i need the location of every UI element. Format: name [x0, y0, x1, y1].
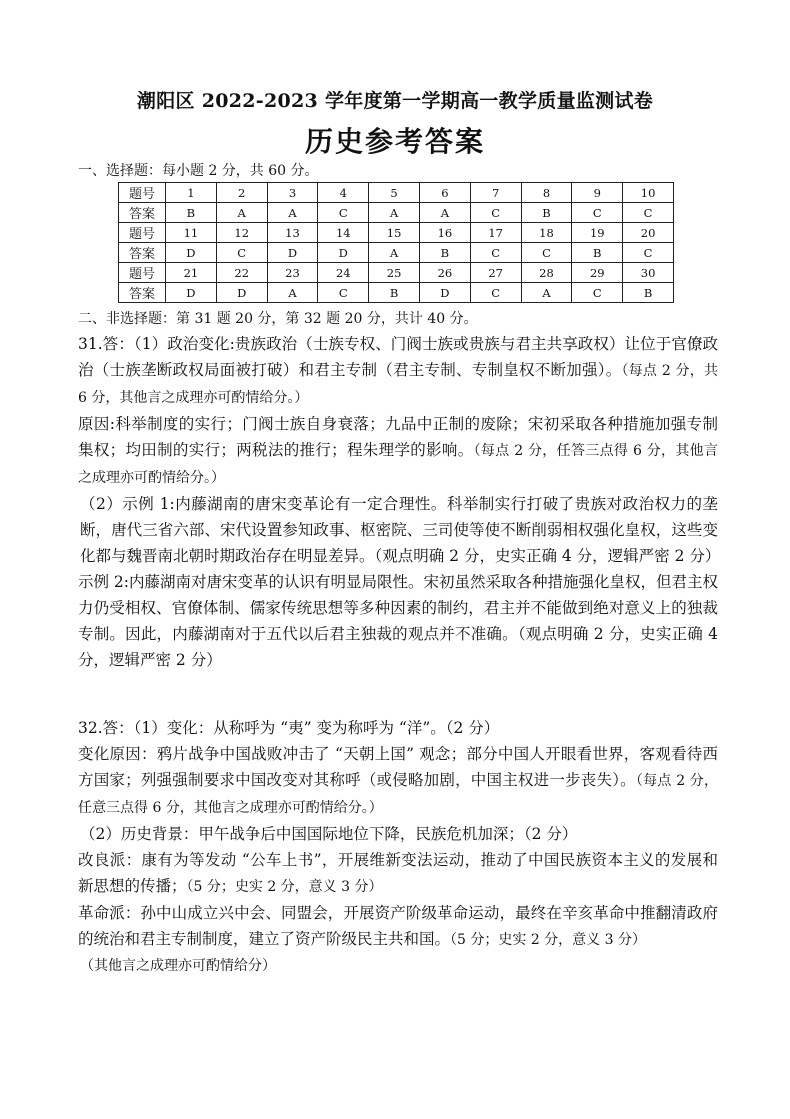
answer-cell: D — [267, 243, 318, 263]
q31-part1 — [78, 331, 718, 411]
question-number-cell: 9 — [572, 183, 623, 203]
question-number-cell: 22 — [216, 263, 267, 283]
q32-closing-note: （其他言之成理亦可酌情给分） — [80, 958, 276, 974]
q32-reason-main: 变化原因：鸦片战争中国战败冲击了 “天朝上国” 观念；部分中国人开眼看世界，客观看待西方国家；列强强制要求中国改变对其称呼（或侵略加剧，中国主权进一步丧失）。 — [78, 745, 718, 789]
answer-cell: C — [470, 243, 521, 263]
question-number-row — [119, 263, 674, 283]
question-number-label: 题号 — [119, 263, 166, 283]
question-number-label: 题号 — [119, 183, 166, 203]
answer-cell: C — [318, 203, 369, 223]
answer-table — [118, 182, 674, 303]
question-number-cell: 20 — [623, 223, 674, 243]
section2-heading: 二、非选择题：第 31 题 20 分，第 32 题 20 分，共计 40 分。 — [78, 311, 478, 327]
question-number-cell: 26 — [419, 263, 470, 283]
answer-cell: C — [318, 283, 369, 303]
question-number-cell: 28 — [521, 263, 572, 283]
q31-part1-note: （每点 2 分，共 6 分，其他言之成理亦可酌情给分。） — [78, 363, 718, 406]
answer-row — [119, 283, 674, 303]
q32-reform-note: （5 分；史实 2 分，意义 3 分） — [186, 879, 383, 895]
question-number-cell: 16 — [419, 223, 470, 243]
answer-cell: B — [572, 243, 623, 263]
answer-cell: C — [623, 243, 674, 263]
question-number-cell: 10 — [623, 183, 674, 203]
question-number-cell: 3 — [267, 183, 318, 203]
answer-cell: A — [369, 243, 420, 263]
q32-revolution — [78, 900, 718, 953]
q31-reason — [78, 411, 718, 491]
answer-cell: D — [419, 283, 470, 303]
answer-cell: C — [470, 203, 521, 223]
answer-cell: C — [623, 203, 674, 223]
question-number-cell: 1 — [166, 183, 217, 203]
answer-cell: C — [521, 243, 572, 263]
question-number-row — [119, 223, 674, 243]
answer-cell: A — [419, 203, 470, 223]
question-number-cell: 8 — [521, 183, 572, 203]
answer-label: 答案 — [119, 243, 166, 263]
q31-reason-main: 原因:科举制度的实行；门阀士族自身衰落；九品中正制的废除；宋初采取各种措施加强专制集权；均田制的实行；两税法的推行；程朱理学的影响。 — [78, 415, 718, 459]
answer-cell: B — [419, 243, 470, 263]
q31-reason-note: （每点 2 分，任答三点得 6 分，其他言之成理亦可酌情给分。） — [78, 443, 718, 486]
answer-cell: B — [521, 203, 572, 223]
question-number-cell: 23 — [267, 263, 318, 283]
answer-cell: D — [318, 243, 369, 263]
question-number-label: 题号 — [119, 223, 166, 243]
question-number-cell: 17 — [470, 223, 521, 243]
answer-cell: D — [166, 283, 217, 303]
answer-cell: A — [521, 283, 572, 303]
q32-revolution-note: （5 分；史实 2 分，意义 3 分） — [450, 932, 646, 948]
q31-example1: （2）示例 1:内藤湖南的唐宋变革论有一定合理性。科举制实行打破了贵族对政治权力的垄断，唐代三省六部、宋代设置参知政事、枢密院、三司使等使不断削弱相权强化皇权，这些变化都与魏晋南北朝时期政治存在明显差异。（观点明确 2 分，史实正确 4 分，逻辑严密 2 分） — [80, 495, 721, 565]
answer-cell: B — [369, 283, 420, 303]
q31-example2: 示例 2:内藤湖南对唐宋变革的认识有明显局限性。宋初虽然采取各种措施强化皇权，但君主权力仍受相权、官僚体制、儒家传统思想等多种因素的制约，君主并不能做到绝对意义上的独裁专制。因此，内藤湖南对于五代以后君主独裁的观点并不准确。（观点明确 2 分，史实正确 4 分，逻辑严密 2 分） — [78, 573, 719, 669]
q32-reason — [78, 741, 718, 821]
question-number-cell: 30 — [623, 263, 674, 283]
question-number-cell: 18 — [521, 223, 572, 243]
q32-reform-main: 改良派：康有为等发动 “公车上书”，开展维新变法运动，推动了中国民族资本主义的发展和新思想的传播； — [78, 851, 718, 895]
question-number-cell: 6 — [419, 183, 470, 203]
question-number-cell: 5 — [369, 183, 420, 203]
answer-label: 答案 — [119, 203, 166, 223]
answer-title: 历史参考答案 — [304, 125, 485, 158]
answer-cell: D — [216, 283, 267, 303]
q32-reform — [78, 847, 718, 900]
question-number-cell: 14 — [318, 223, 369, 243]
answer-cell: C — [216, 243, 267, 263]
answer-cell: A — [369, 203, 420, 223]
answer-cell: B — [166, 203, 217, 223]
question-31-answer — [78, 331, 721, 673]
question-number-cell: 12 — [216, 223, 267, 243]
answer-row — [119, 243, 674, 263]
answer-cell: A — [267, 203, 318, 223]
question-32-answer — [78, 715, 718, 979]
answer-cell: A — [267, 283, 318, 303]
answer-label: 答案 — [119, 283, 166, 303]
q32-part1: 32.答：（1）变化：从称呼为 “夷” 变为称呼为 “洋”。（2 分） — [78, 719, 500, 737]
question-number-cell: 13 — [267, 223, 318, 243]
question-number-cell: 4 — [318, 183, 369, 203]
answer-cell: C — [572, 283, 623, 303]
question-number-cell: 11 — [166, 223, 217, 243]
answer-cell: C — [572, 203, 623, 223]
answer-cell: B — [623, 283, 674, 303]
question-number-cell: 25 — [369, 263, 420, 283]
q32-part2: （2）历史背景：甲午战争后中国国际地位下降，民族危机加深；（2 分） — [80, 825, 578, 843]
question-number-cell: 21 — [166, 263, 217, 283]
answer-cell: C — [470, 283, 521, 303]
answer-row — [119, 203, 674, 223]
q32-reason-note: （每点 2 分，任意三点得 6 分，其他言之成理亦可酌情给分。） — [78, 773, 718, 816]
answer-cell: A — [216, 203, 267, 223]
exam-title: 潮阳区 2022-2023 学年度第一学期高一教学质量监测试卷 — [136, 90, 654, 112]
q32-revolution-main: 革命派：孙中山成立兴中会、同盟会，开展资产阶级革命运动，最终在辛亥革命中推翻清政府的统治和君主专制制度，建立了资产阶级民主共和国。 — [78, 904, 718, 948]
question-number-cell: 2 — [216, 183, 267, 203]
question-number-cell: 7 — [470, 183, 521, 203]
section1-heading: 一、选择题：每小题 2 分，共 60 分。 — [78, 163, 319, 179]
question-number-cell: 15 — [369, 223, 420, 243]
question-number-row — [119, 183, 674, 203]
question-number-cell: 27 — [470, 263, 521, 283]
question-number-cell: 19 — [572, 223, 623, 243]
q31-part1-main: 31.答：（1）政治变化:贵族政治（士族专权、门阀士族或贵族与君主共享政权）让位于官僚政治（士族垄断政权局面被打破）和君主专制（君主专制、专制皇权不断加强）。 — [78, 335, 718, 379]
question-number-cell: 24 — [318, 263, 369, 283]
answer-cell: D — [166, 243, 217, 263]
question-number-cell: 29 — [572, 263, 623, 283]
